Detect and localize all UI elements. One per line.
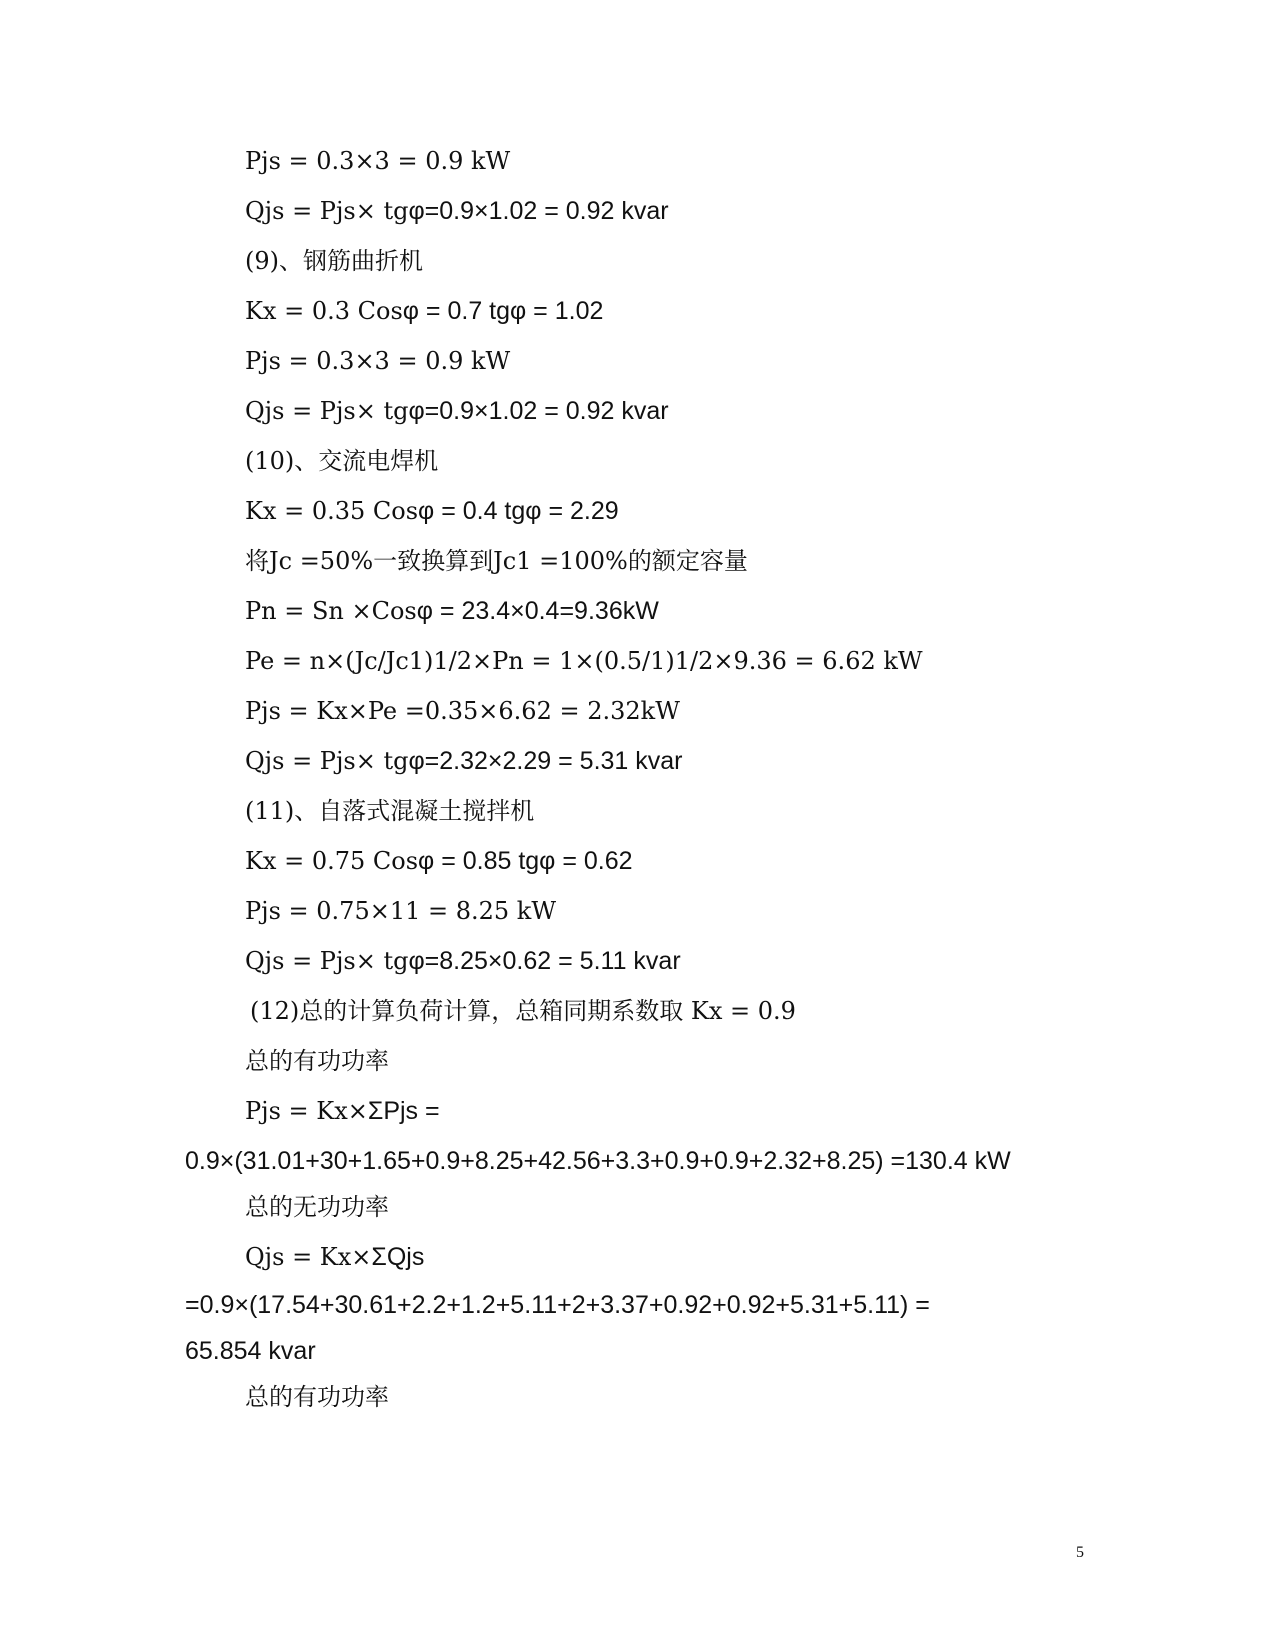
- text-line: 将Jc =50%一致换算到Jc1 =100%的额定容量: [245, 547, 748, 575]
- text-line: Pjs = 0.75×11 = 8.25 kW: [245, 897, 557, 925]
- text-line: Pjs = Kx×Pe =0.35×6.62 = 2.32kW: [245, 697, 680, 725]
- text-line: 总的有功功率: [245, 1383, 389, 1411]
- page-number: 5: [1076, 1544, 1084, 1561]
- text-line: Qjs = Pjs× tgφ=8.25×0.62 = 5.11 kvar: [245, 947, 681, 975]
- text-line: Qjs = Kx×ΣQjs: [245, 1243, 425, 1271]
- text-line: Pe = n×(Jc/Jc1)1/2×Pn = 1×(0.5/1)1/2×9.36 = 6.62 kW: [245, 647, 923, 675]
- text-line: Kx = 0.3 Cosφ = 0.7 tgφ = 1.02: [245, 297, 604, 325]
- section-heading: (12)总的计算负荷计算，总箱同期系数取 Kx = 0.9: [250, 997, 796, 1025]
- section-heading: (9)、钢筋曲折机: [245, 247, 423, 275]
- text-line: Kx = 0.75 Cosφ = 0.85 tgφ = 0.62: [245, 847, 633, 875]
- text-line: Qjs = Pjs× tgφ=0.9×1.02 = 0.92 kvar: [245, 397, 669, 425]
- text-line: Qjs = Pjs× tgφ=2.32×2.29 = 5.31 kvar: [245, 747, 683, 775]
- section-heading: (11)、自落式混凝土搅拌机: [245, 797, 535, 825]
- text-line: 0.9×(31.01+30+1.65+0.9+8.25+42.56+3.3+0.9+0.9+2.32+8.25) =130.4 kW: [185, 1147, 1011, 1175]
- text-line: 65.854 kvar: [185, 1337, 316, 1365]
- text-line: Pjs = 0.3×3 = 0.9 kW: [245, 147, 511, 175]
- text-line: 总的无功功率: [245, 1193, 389, 1221]
- text-line: Kx = 0.35 Cosφ = 0.4 tgφ = 2.29: [245, 497, 619, 525]
- section-heading: (10)、交流电焊机: [245, 447, 439, 475]
- text-line: 总的有功功率: [245, 1047, 389, 1075]
- text-line: Qjs = Pjs× tgφ=0.9×1.02 = 0.92 kvar: [245, 197, 669, 225]
- text-line: Pn = Sn ×Cosφ = 23.4×0.4=9.36kW: [245, 597, 659, 625]
- text-line: =0.9×(17.54+30.61+2.2+1.2+5.11+2+3.37+0.92+0.92+5.31+5.11) =: [185, 1291, 930, 1319]
- text-line: Pjs = 0.3×3 = 0.9 kW: [245, 347, 511, 375]
- text-line: Pjs = Kx×ΣPjs =: [245, 1097, 440, 1125]
